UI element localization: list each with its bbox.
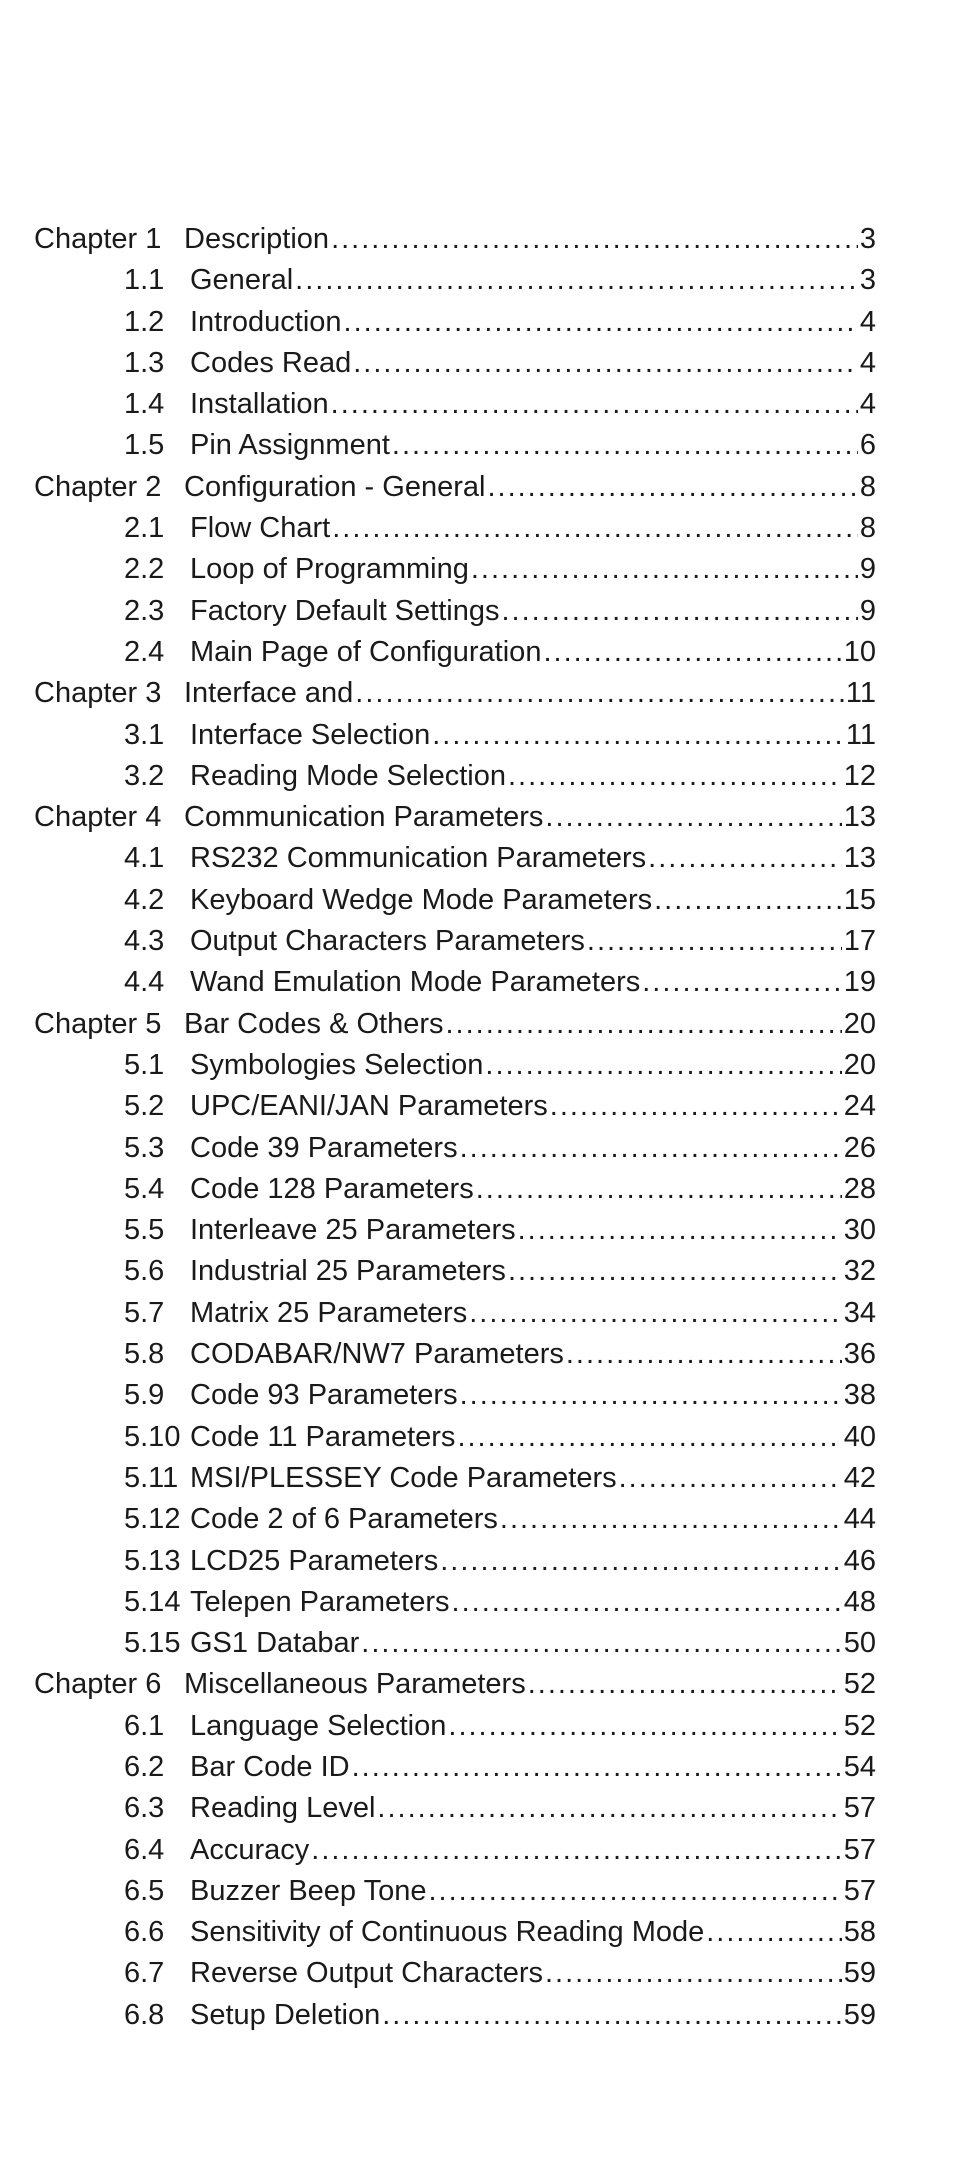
toc-dot-leader xyxy=(361,1623,841,1664)
toc-dot-leader xyxy=(452,1582,842,1623)
toc-dot-leader xyxy=(485,1045,841,1086)
toc-section-entry[interactable] xyxy=(34,1045,876,1086)
toc-entry-number: 1.4 xyxy=(124,388,165,421)
toc-entry-page: 6 xyxy=(859,429,876,462)
toc-entry-page: 20 xyxy=(843,1048,876,1081)
toc-section-entry[interactable] xyxy=(34,384,876,425)
toc-section-entry[interactable] xyxy=(34,302,876,343)
toc-section-entry[interactable] xyxy=(34,1334,876,1375)
toc-entry-number: 1.5 xyxy=(124,429,165,462)
toc-entry-page: 57 xyxy=(843,1833,876,1866)
toc-entry-number: 5.5 xyxy=(124,1214,165,1247)
toc-dot-leader xyxy=(543,632,841,673)
toc-dot-leader xyxy=(331,219,858,260)
toc-section-entry[interactable] xyxy=(34,1912,876,1953)
toc-entry-page: 20 xyxy=(843,1007,876,1040)
toc-section-entry[interactable] xyxy=(34,425,876,466)
toc-entry-number: Chapter 3 xyxy=(34,677,162,710)
toc-dot-leader xyxy=(355,673,844,714)
toc-entry-number: 5.1 xyxy=(124,1048,165,1081)
toc-dot-leader xyxy=(331,384,858,425)
toc-section-entry[interactable] xyxy=(34,1251,876,1292)
toc-entry-number: 5.10 xyxy=(124,1420,181,1453)
toc-entry-page: 50 xyxy=(843,1627,876,1660)
toc-entry-number: 1.1 xyxy=(124,264,165,297)
toc-entry-number: 6.4 xyxy=(124,1833,165,1866)
toc-entry-page: 40 xyxy=(843,1420,876,1453)
toc-entry-page: 19 xyxy=(843,966,876,999)
toc-entry-number: Chapter 1 xyxy=(34,223,162,255)
toc-entry-number: 5.9 xyxy=(124,1379,165,1412)
toc-section-entry[interactable] xyxy=(34,1375,876,1416)
toc-entry-title: Wand Emulation Mode Parameters xyxy=(190,966,641,999)
toc-entry-number: Chapter 4 xyxy=(34,801,162,834)
toc-entry-number: 5.12 xyxy=(124,1503,181,1536)
toc-entry-title: Interleave 25 Parameters xyxy=(190,1214,516,1247)
toc-dot-leader xyxy=(471,549,858,590)
toc-entry-title: Buzzer Beep Tone xyxy=(190,1874,427,1907)
toc-dot-leader xyxy=(654,880,842,921)
toc-dot-leader xyxy=(448,1706,841,1747)
toc-entry-page: 3 xyxy=(859,264,876,297)
toc-entry-page: 3 xyxy=(859,223,876,255)
toc-entry-title: Bar Codes & Others xyxy=(184,1007,444,1040)
toc-entry-number: 3.1 xyxy=(124,718,165,751)
toc-dot-leader xyxy=(460,1128,842,1169)
toc-entry-page: 44 xyxy=(843,1503,876,1536)
toc-chapter-entry[interactable] xyxy=(34,673,876,714)
toc-entry-page: 12 xyxy=(843,759,876,792)
toc-dot-leader xyxy=(311,1830,841,1871)
toc-section-entry[interactable] xyxy=(34,1128,876,1169)
toc-section-entry[interactable] xyxy=(34,838,876,879)
toc-dot-leader xyxy=(566,1334,842,1375)
toc-entry-number: Chapter 6 xyxy=(34,1668,162,1701)
toc-dot-leader xyxy=(377,1788,841,1829)
toc-section-entry[interactable] xyxy=(34,1458,876,1499)
toc-entry-page: 26 xyxy=(843,1131,876,1164)
toc-section-entry[interactable] xyxy=(34,343,876,384)
toc-entry-page: 8 xyxy=(859,470,876,503)
toc-dot-leader xyxy=(518,1210,842,1251)
toc-entry-title: General xyxy=(190,264,294,297)
toc-entry-number: 5.15 xyxy=(124,1627,181,1660)
toc-section-entry[interactable] xyxy=(34,632,876,673)
toc-entry-page: 57 xyxy=(843,1792,876,1825)
toc-dot-leader xyxy=(392,425,858,466)
toc-entry-page: 4 xyxy=(859,346,876,379)
toc-entry-number: 5.13 xyxy=(124,1544,181,1577)
toc-entry-number: 1.2 xyxy=(124,305,165,338)
toc-entry-page: 11 xyxy=(845,677,876,710)
toc-entry-page: 42 xyxy=(843,1461,876,1494)
toc-section-entry[interactable] xyxy=(34,1995,876,2036)
toc-entry-page: 30 xyxy=(843,1214,876,1247)
toc-entry-page: 4 xyxy=(859,305,876,338)
toc-entry-number: 4.1 xyxy=(124,842,165,875)
toc-dot-leader xyxy=(332,508,858,549)
toc-dot-leader xyxy=(353,343,858,384)
toc-entry-number: 2.1 xyxy=(124,512,165,545)
toc-dot-leader xyxy=(528,1664,842,1705)
toc-entry-title: Language Selection xyxy=(190,1709,447,1742)
toc-entry-title: Keyboard Wedge Mode Parameters xyxy=(190,883,653,916)
toc-entry-number: 5.4 xyxy=(124,1172,165,1205)
toc-dot-leader xyxy=(428,1871,841,1912)
toc-entry-number: 5.2 xyxy=(124,1090,165,1123)
toc-entry-number: 5.14 xyxy=(124,1585,181,1618)
toc-entry-number: 6.3 xyxy=(124,1792,165,1825)
toc-dot-leader xyxy=(476,1169,842,1210)
toc-dot-leader xyxy=(487,467,857,508)
toc-entry-page: 32 xyxy=(843,1255,876,1288)
toc-section-entry[interactable] xyxy=(34,1210,876,1251)
toc-dot-leader xyxy=(457,1417,841,1458)
toc-entry-page: 54 xyxy=(843,1750,876,1783)
toc-entry-title: Output Characters Parameters xyxy=(190,925,585,958)
toc-entry-title: Pin Assignment xyxy=(190,429,390,462)
toc-dot-leader xyxy=(344,302,858,343)
toc-dot-leader xyxy=(469,1293,842,1334)
toc-entry-title: Code 93 Parameters xyxy=(190,1379,458,1412)
toc-entry-number: 5.7 xyxy=(124,1296,165,1329)
toc-dot-leader xyxy=(460,1375,842,1416)
toc-entry-title: Code 39 Parameters xyxy=(190,1131,458,1164)
toc-section-entry[interactable] xyxy=(34,549,876,590)
toc-entry-page: 34 xyxy=(843,1296,876,1329)
toc-entry-title: Codes Read xyxy=(190,346,352,379)
toc-dot-leader xyxy=(352,1747,842,1788)
toc-section-entry[interactable] xyxy=(34,1169,876,1210)
toc-entry-page: 13 xyxy=(843,842,876,875)
toc-section-entry[interactable] xyxy=(34,1706,876,1747)
toc-entry-page: 24 xyxy=(843,1090,876,1123)
toc-section-entry[interactable] xyxy=(34,1417,876,1458)
toc-entry-number: 2.3 xyxy=(124,594,165,627)
toc-dot-leader xyxy=(587,921,842,962)
toc-entry-title: Bar Code ID xyxy=(190,1750,350,1783)
toc-entry-title: Loop of Programming xyxy=(190,553,469,586)
toc-section-entry[interactable] xyxy=(34,260,876,301)
toc-entry-number: Chapter 2 xyxy=(34,470,162,503)
toc-entry-title: Symbologies Selection xyxy=(190,1048,484,1081)
toc-entry-title: Reading Level xyxy=(190,1792,376,1825)
toc-entry-page: 4 xyxy=(859,388,876,421)
toc-dot-leader xyxy=(500,1499,842,1540)
toc-entry-number: 6.1 xyxy=(124,1709,165,1742)
toc-entry-page: 11 xyxy=(845,718,876,751)
toc-entry-title: MSI/PLESSEY Code Parameters xyxy=(190,1461,617,1494)
toc-dot-leader xyxy=(432,715,844,756)
toc-entry-number: 4.2 xyxy=(124,883,165,916)
toc-dot-leader xyxy=(545,797,841,838)
table-of-contents xyxy=(34,219,876,2036)
toc-entry-title: Reverse Output Characters xyxy=(190,1957,543,1990)
toc-section-entry[interactable] xyxy=(34,962,876,1003)
toc-entry-title: GS1 Databar xyxy=(190,1627,360,1660)
toc-entry-title: Description xyxy=(184,223,330,255)
toc-dot-leader xyxy=(545,1953,842,1994)
toc-section-entry[interactable] xyxy=(34,880,876,921)
toc-entry-title: UPC/EANI/JAN Parameters xyxy=(190,1090,548,1123)
toc-section-entry[interactable] xyxy=(34,591,876,632)
toc-entry-page: 15 xyxy=(843,883,876,916)
toc-entry-title: Main Page of Configuration xyxy=(190,635,542,668)
toc-entry-page: 28 xyxy=(843,1172,876,1205)
toc-entry-title: LCD25 Parameters xyxy=(190,1544,439,1577)
toc-entry-number: 6.2 xyxy=(124,1750,165,1783)
toc-chapter-entry[interactable] xyxy=(34,219,876,260)
toc-dot-leader xyxy=(648,838,842,879)
toc-section-entry[interactable] xyxy=(34,1953,876,1994)
toc-entry-title: Reading Mode Selection xyxy=(190,759,506,792)
toc-entry-title: Installation xyxy=(190,388,329,421)
toc-entry-title: Interface and xyxy=(184,677,354,710)
toc-section-entry[interactable] xyxy=(34,756,876,797)
toc-entry-title: Code 11 Parameters xyxy=(190,1420,456,1453)
toc-entry-number: 6.6 xyxy=(124,1916,165,1949)
toc-entry-page: 13 xyxy=(843,801,876,834)
toc-entry-page: 8 xyxy=(859,512,876,545)
toc-entry-number: Chapter 5 xyxy=(34,1007,162,1040)
toc-entry-page: 9 xyxy=(859,594,876,627)
toc-section-entry[interactable] xyxy=(34,1623,876,1664)
toc-dot-leader xyxy=(501,591,857,632)
toc-entry-title: Code 2 of 6 Parameters xyxy=(190,1503,498,1536)
toc-section-entry[interactable] xyxy=(34,715,876,756)
toc-section-entry[interactable] xyxy=(34,1747,876,1788)
toc-entry-page: 52 xyxy=(843,1709,876,1742)
toc-entry-page: 58 xyxy=(843,1916,876,1949)
toc-chapter-entry[interactable] xyxy=(34,797,876,838)
toc-entry-page: 38 xyxy=(843,1379,876,1412)
toc-dot-leader xyxy=(295,260,858,301)
toc-entry-page: 46 xyxy=(843,1544,876,1577)
toc-entry-title: Introduction xyxy=(190,305,342,338)
toc-section-entry[interactable] xyxy=(34,1499,876,1540)
toc-entry-number: 2.2 xyxy=(124,553,165,586)
toc-entry-page: 36 xyxy=(843,1338,876,1371)
toc-entry-title: Sensitivity of Continuous Reading Mode xyxy=(190,1916,705,1949)
toc-entry-page: 57 xyxy=(843,1874,876,1907)
toc-entry-title: Telepen Parameters xyxy=(190,1585,450,1618)
toc-dot-leader xyxy=(550,1086,842,1127)
toc-entry-number: 5.6 xyxy=(124,1255,165,1288)
toc-dot-leader xyxy=(706,1912,841,1953)
toc-section-entry[interactable] xyxy=(34,921,876,962)
toc-dot-leader xyxy=(508,1251,842,1292)
toc-chapter-entry[interactable] xyxy=(34,1004,876,1045)
toc-entry-page: 17 xyxy=(843,925,876,958)
toc-section-entry[interactable] xyxy=(34,1086,876,1127)
toc-entry-number: 5.11 xyxy=(124,1461,179,1494)
toc-entry-title: Flow Chart xyxy=(190,512,331,545)
toc-entry-title: Matrix 25 Parameters xyxy=(190,1296,468,1329)
toc-entry-number: 4.4 xyxy=(124,966,165,999)
toc-entry-title: Accuracy xyxy=(190,1833,310,1866)
toc-entry-number: 5.8 xyxy=(124,1338,165,1371)
toc-entry-page: 9 xyxy=(859,553,876,586)
toc-section-entry[interactable] xyxy=(34,1830,876,1871)
toc-entry-title: RS232 Communication Parameters xyxy=(190,842,647,875)
toc-entry-number: 6.8 xyxy=(124,1998,165,2031)
toc-dot-leader xyxy=(642,962,841,1003)
toc-chapter-entry[interactable] xyxy=(34,1664,876,1705)
toc-entry-number: 3.2 xyxy=(124,759,165,792)
toc-entry-title: Miscellaneous Parameters xyxy=(184,1668,526,1701)
toc-section-entry[interactable] xyxy=(34,1541,876,1582)
toc-dot-leader xyxy=(508,756,842,797)
toc-entry-page: 48 xyxy=(843,1585,876,1618)
toc-entry-number: 2.4 xyxy=(124,635,165,668)
toc-entry-page: 59 xyxy=(843,1998,876,2031)
toc-entry-page: 10 xyxy=(843,635,876,668)
toc-section-entry[interactable] xyxy=(34,1582,876,1623)
toc-entry-number: 1.3 xyxy=(124,346,165,379)
toc-section-entry[interactable] xyxy=(34,1788,876,1829)
toc-dot-leader xyxy=(446,1004,842,1045)
toc-entry-title: Configuration - General xyxy=(184,470,486,503)
toc-entry-number: 6.5 xyxy=(124,1874,165,1907)
toc-entry-number: 5.3 xyxy=(124,1131,165,1164)
toc-entry-page: 59 xyxy=(843,1957,876,1990)
toc-entry-title: Interface Selection xyxy=(190,718,431,751)
toc-entry-title: CODABAR/NW7 Parameters xyxy=(190,1338,564,1371)
toc-entry-title: Communication Parameters xyxy=(184,801,544,834)
toc-section-entry[interactable] xyxy=(34,1871,876,1912)
toc-section-entry[interactable] xyxy=(34,508,876,549)
toc-dot-leader xyxy=(619,1458,842,1499)
toc-entry-number: 6.7 xyxy=(124,1957,165,1990)
toc-entry-title: Industrial 25 Parameters xyxy=(190,1255,506,1288)
toc-entry-number: 4.3 xyxy=(124,925,165,958)
toc-entry-title: Setup Deletion xyxy=(190,1998,381,2031)
toc-entry-title: Factory Default Settings xyxy=(190,594,500,627)
toc-entry-page: 52 xyxy=(843,1668,876,1701)
toc-chapter-entry[interactable] xyxy=(34,467,876,508)
toc-dot-leader xyxy=(382,1995,841,2036)
toc-section-entry[interactable] xyxy=(34,1293,876,1334)
toc-entry-title: Code 128 Parameters xyxy=(190,1172,474,1205)
toc-dot-leader xyxy=(440,1541,842,1582)
